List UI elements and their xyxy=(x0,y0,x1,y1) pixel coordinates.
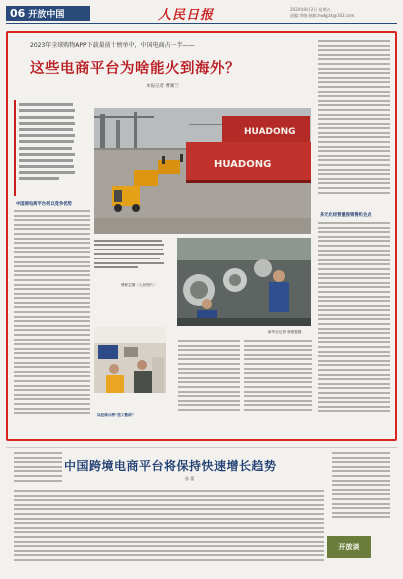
section-header xyxy=(6,6,90,21)
right-column-text xyxy=(318,40,390,208)
article2-author: 孙 蕾 xyxy=(185,476,195,481)
container-label-2: HUADONG xyxy=(214,159,272,170)
newspaper-logo: 人民日报 xyxy=(158,8,215,23)
photo-credit-2: 新华社记者 林建强摄 xyxy=(268,330,302,334)
article-kicker: 2023年全球购物APP下载量前十榜单中，中国电商占一半—— xyxy=(30,42,195,49)
page-number: 06 xyxy=(10,7,26,20)
photo-caption-bottom: 以经典示例“技工数码” xyxy=(97,413,135,417)
exhibition-photo xyxy=(94,327,166,393)
article-byline: 本报记者 曹翼兰 xyxy=(146,84,179,89)
pull-quote xyxy=(14,100,78,196)
factory-photo xyxy=(177,238,311,326)
middle-column-text xyxy=(178,340,240,420)
photo-credit-1: 傅彬尝摄（人民图片） xyxy=(121,283,157,287)
article2-headline: 中国跨境电商平台将保持快速增长趋势 xyxy=(64,459,277,473)
subhead-2: 多元化经营重视销售机会点 xyxy=(320,213,372,218)
right-column-text-2 xyxy=(318,222,390,434)
article-separator xyxy=(6,447,397,448)
port-photo xyxy=(94,108,311,234)
opinion-badge: 开放谈 xyxy=(327,536,371,558)
section-title: 开放中国 xyxy=(28,10,65,20)
article-headline: 这些电商平台为啥能火到海外？ xyxy=(30,60,240,77)
article2-side-column xyxy=(332,452,390,532)
photo-caption-1 xyxy=(94,240,166,280)
left-column-text xyxy=(14,210,90,436)
editor-info: 责编:李晓 邮箱:hwbjjzk@163.com xyxy=(290,13,355,18)
middle-column-text-2 xyxy=(244,340,312,420)
issue-date: 2024年8月2日 星期五 xyxy=(290,7,331,12)
article2-body xyxy=(14,490,324,572)
header-rule xyxy=(6,23,397,24)
container-label-1: HUADONG xyxy=(244,127,296,137)
subhead-1: 中国商电商平台何以竞争优势 xyxy=(16,202,72,207)
article2-intro xyxy=(14,452,62,488)
